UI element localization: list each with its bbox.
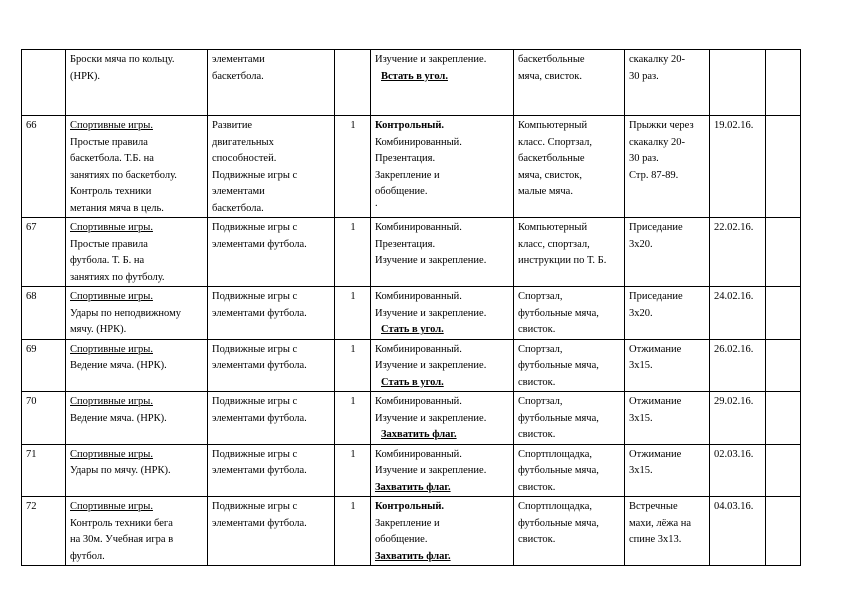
lesson-elements: Подвижные игры с элементами футбола. bbox=[208, 444, 335, 497]
lesson-elements: Подвижные игры с элементами футбола. bbox=[208, 287, 335, 340]
table-row bbox=[22, 444, 801, 497]
lesson-type: Комбинированный. Изучение и закрепление. Захватить флаг. bbox=[371, 392, 514, 445]
lesson-type: Комбинированный. Презентация. Изучение и закрепление. bbox=[371, 218, 514, 287]
lesson-equipment: Спортплощадка, футбольные мяча, свисток. bbox=[514, 444, 625, 497]
lesson-elements: Развитие двигательных способностей. Подвижные игры с элементами баскетбола. bbox=[208, 116, 335, 218]
lesson-equipment: Компьютерный класс, спортзал, инструкции по Т. Б. bbox=[514, 218, 625, 287]
lesson-hours: 1 bbox=[335, 218, 371, 287]
lesson-number: 71 bbox=[22, 444, 66, 497]
lesson-date: 29.02.16. bbox=[710, 392, 766, 445]
table-row bbox=[22, 116, 801, 218]
lesson-number: 66 bbox=[22, 116, 66, 218]
lesson-note bbox=[766, 116, 801, 218]
lesson-type: Изучение и закрепление. Встать в угол. bbox=[371, 50, 514, 116]
lesson-equipment: Спортзал, футбольные мяча, свисток. bbox=[514, 392, 625, 445]
table-row bbox=[22, 287, 801, 340]
lesson-note bbox=[766, 218, 801, 287]
lesson-number: 70 bbox=[22, 392, 66, 445]
lesson-type: Комбинированный. Изучение и закрепление. Захватить флаг. bbox=[371, 444, 514, 497]
lesson-elements: Подвижные игры с элементами футбола. bbox=[208, 339, 335, 392]
table-row bbox=[22, 497, 801, 566]
table-row bbox=[22, 392, 801, 445]
table-row bbox=[22, 218, 801, 287]
lesson-homework: Встречные махи, лёжа на спине 3х13. bbox=[625, 497, 710, 566]
lesson-elements: элементами баскетбола. bbox=[208, 50, 335, 116]
lesson-topic: Спортивные игры. Простые правила баскетбола. Т.Б. на занятиях по баскетболу. Контроль техники метания мяча в цель. bbox=[66, 116, 208, 218]
game-name: Стать в угол. bbox=[381, 376, 444, 388]
lesson-topic: Броски мяча по кольцу. (НРК). bbox=[66, 50, 208, 116]
lesson-equipment: Спортзал, футбольные мяча, свисток. bbox=[514, 339, 625, 392]
lesson-topic: Спортивные игры. Удары по неподвижному мячу. (НРК). bbox=[66, 287, 208, 340]
lesson-date: 26.02.16. bbox=[710, 339, 766, 392]
lesson-equipment: баскетбольные мяча, свисток. bbox=[514, 50, 625, 116]
lesson-hours: 1 bbox=[335, 339, 371, 392]
lesson-homework: Отжимание 3х15. bbox=[625, 392, 710, 445]
lesson-plan-table bbox=[21, 49, 801, 566]
lesson-hours bbox=[335, 50, 371, 116]
lesson-number bbox=[22, 50, 66, 116]
lesson-topic: Спортивные игры. Ведение мяча. (НРК). bbox=[66, 339, 208, 392]
lesson-elements: Подвижные игры с элементами футбола. bbox=[208, 392, 335, 445]
lesson-date: 24.02.16. bbox=[710, 287, 766, 340]
lesson-date bbox=[710, 50, 766, 116]
lesson-topic: Спортивные игры. Ведение мяча. (НРК). bbox=[66, 392, 208, 445]
lesson-number: 72 bbox=[22, 497, 66, 566]
lesson-note bbox=[766, 444, 801, 497]
lesson-elements: Подвижные игры с элементами футбола. bbox=[208, 218, 335, 287]
lesson-note bbox=[766, 497, 801, 566]
lesson-type: Комбинированный. Изучение и закрепление. Стать в угол. bbox=[371, 287, 514, 340]
lesson-note bbox=[766, 339, 801, 392]
lesson-date: 02.03.16. bbox=[710, 444, 766, 497]
lesson-hours: 1 bbox=[335, 116, 371, 218]
lesson-homework: скакалку 20- 30 раз. bbox=[625, 50, 710, 116]
lesson-homework: Отжимание 3х15. bbox=[625, 339, 710, 392]
lesson-number: 68 bbox=[22, 287, 66, 340]
lesson-note bbox=[766, 50, 801, 116]
game-name: Захватить флаг. bbox=[375, 481, 451, 493]
lesson-date: 04.03.16. bbox=[710, 497, 766, 566]
table-row bbox=[22, 50, 801, 116]
lesson-homework: Отжимание 3х15. bbox=[625, 444, 710, 497]
lesson-homework: Приседание 3х20. bbox=[625, 287, 710, 340]
lesson-topic: Спортивные игры. Удары по мячу. (НРК). bbox=[66, 444, 208, 497]
lesson-date: 22.02.16. bbox=[710, 218, 766, 287]
game-name: Захватить флаг. bbox=[375, 550, 451, 562]
game-name: Стать в угол. bbox=[381, 324, 444, 335]
lesson-number: 69 bbox=[22, 339, 66, 392]
lesson-equipment: Спортзал, футбольные мяча, свисток. bbox=[514, 287, 625, 340]
lesson-hours: 1 bbox=[335, 444, 371, 497]
lesson-homework: Прыжки через скакалку 20- 30 раз. Стр. 87-89. bbox=[625, 116, 710, 218]
lesson-topic: Спортивные игры. Контроль техники бега на 30м. Учебная игра в футбол. bbox=[66, 497, 208, 566]
lesson-type: Контрольный. Закрепление и обобщение. Захватить флаг. bbox=[371, 497, 514, 566]
lesson-homework: Приседание 3х20. bbox=[625, 218, 710, 287]
lesson-topic: Спортивные игры. Простые правила футбола. Т. Б. на занятиях по футболу. bbox=[66, 218, 208, 287]
lesson-type: Контрольный. Комбинированный. Презентация. Закрепление и обобщение. . bbox=[371, 116, 514, 218]
lesson-number: 67 bbox=[22, 218, 66, 287]
lesson-hours: 1 bbox=[335, 287, 371, 340]
lesson-date: 19.02.16. bbox=[710, 116, 766, 218]
lesson-note bbox=[766, 287, 801, 340]
lesson-note bbox=[766, 392, 801, 445]
game-name: Встать в угол. bbox=[381, 70, 448, 82]
lesson-elements: Подвижные игры с элементами футбола. bbox=[208, 497, 335, 566]
lesson-hours: 1 bbox=[335, 392, 371, 445]
lesson-equipment: Компьютерный класс. Спортзал, баскетбольные мяча, свисток, малые мяча. bbox=[514, 116, 625, 218]
game-name: Захватить флаг. bbox=[381, 429, 457, 440]
table-row bbox=[22, 339, 801, 392]
lesson-type: Комбинированный. Изучение и закрепление. Стать в угол. bbox=[371, 339, 514, 392]
lesson-equipment: Спортплощадка, футбольные мяча, свисток. bbox=[514, 497, 625, 566]
lesson-hours: 1 bbox=[335, 497, 371, 566]
